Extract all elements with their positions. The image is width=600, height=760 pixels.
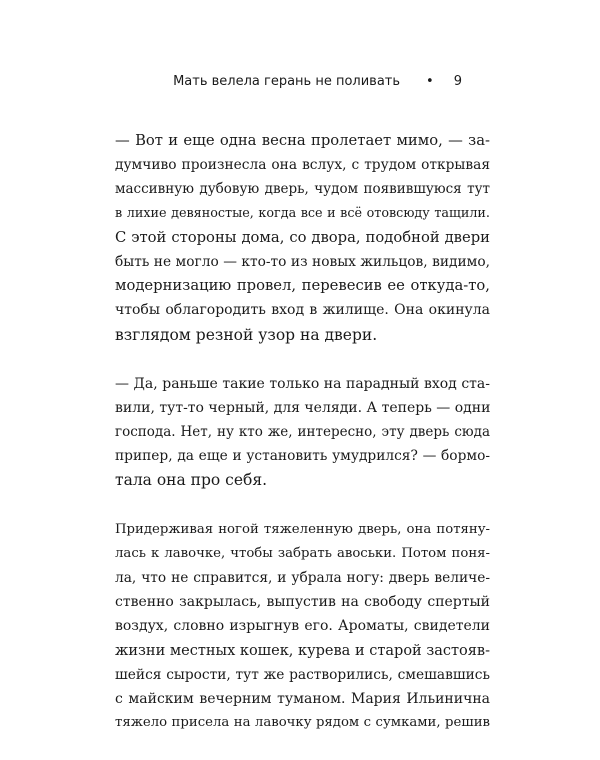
text-line: жизни местных кошек, курева и старой застояв- xyxy=(115,642,490,659)
text-line: модернизацию провел, перевесив ее откуда-то, xyxy=(115,277,490,295)
text-line: быть не могло — кто-то из новых жильцов, видимо, xyxy=(115,253,490,270)
text-line: в лихие девяностые, когда все и всё отовсюду тащили. xyxy=(115,205,490,221)
page-number: 9 xyxy=(453,74,462,89)
text-line: тала она про себя. xyxy=(115,471,268,490)
text-line: вили, тут-то черный, для челяди. А теперь — одни xyxy=(115,399,491,416)
text-line: с майским вечерним туманом. Мария Ильинична xyxy=(115,690,490,707)
text-line: чтобы облагородить вход в жилище. Она окинула xyxy=(115,302,490,319)
text-line: ственно закрылась, выпустив на свободу спертый xyxy=(115,594,490,611)
text-line: С этой стороны дома, со двора, подобной двери xyxy=(115,228,490,246)
paragraph-3 xyxy=(115,518,490,736)
paragraph-1 xyxy=(115,129,490,347)
text-line: тяжело присела на лавочку рядом с сумками, решив xyxy=(115,715,490,731)
text-line: думчиво произнесла она вслух, с трудом открывая xyxy=(115,157,490,174)
header-bullet: • xyxy=(426,74,434,89)
body-text xyxy=(115,129,490,760)
text-line: — Да, раньше такие только на парадный вход ста- xyxy=(115,375,490,392)
text-line: массивную дубовую дверь, чудом появившуюся тут xyxy=(115,181,490,198)
text-line: господа. Нет, ну кто же, интересно, эту дверь сюда xyxy=(115,424,490,441)
text-line: воздух, словно изрыгнув его. Ароматы, свидетели xyxy=(115,618,490,635)
text-line: лась к лавочке, чтобы забрать авоськи. Потом поня- xyxy=(115,545,490,561)
running-header xyxy=(173,74,462,89)
text-line: ла, что не справится, и убрала ногу: дверь величе- xyxy=(115,570,490,586)
text-line: — Вот и еще одна весна пролетает мимо, — за- xyxy=(115,132,490,149)
running-title: Мать велела герань не поливать xyxy=(173,74,401,89)
text-line: припер, да еще и установить умудрился? — бормо- xyxy=(115,448,490,465)
text-line: взглядом резной узор на двери. xyxy=(115,325,378,344)
paragraph-2 xyxy=(115,372,490,493)
text-line: Придерживая ногой тяжеленную дверь, она потяну- xyxy=(115,521,490,537)
text-line: шейся сырости, тут же растворились, смешавшись xyxy=(115,666,490,683)
